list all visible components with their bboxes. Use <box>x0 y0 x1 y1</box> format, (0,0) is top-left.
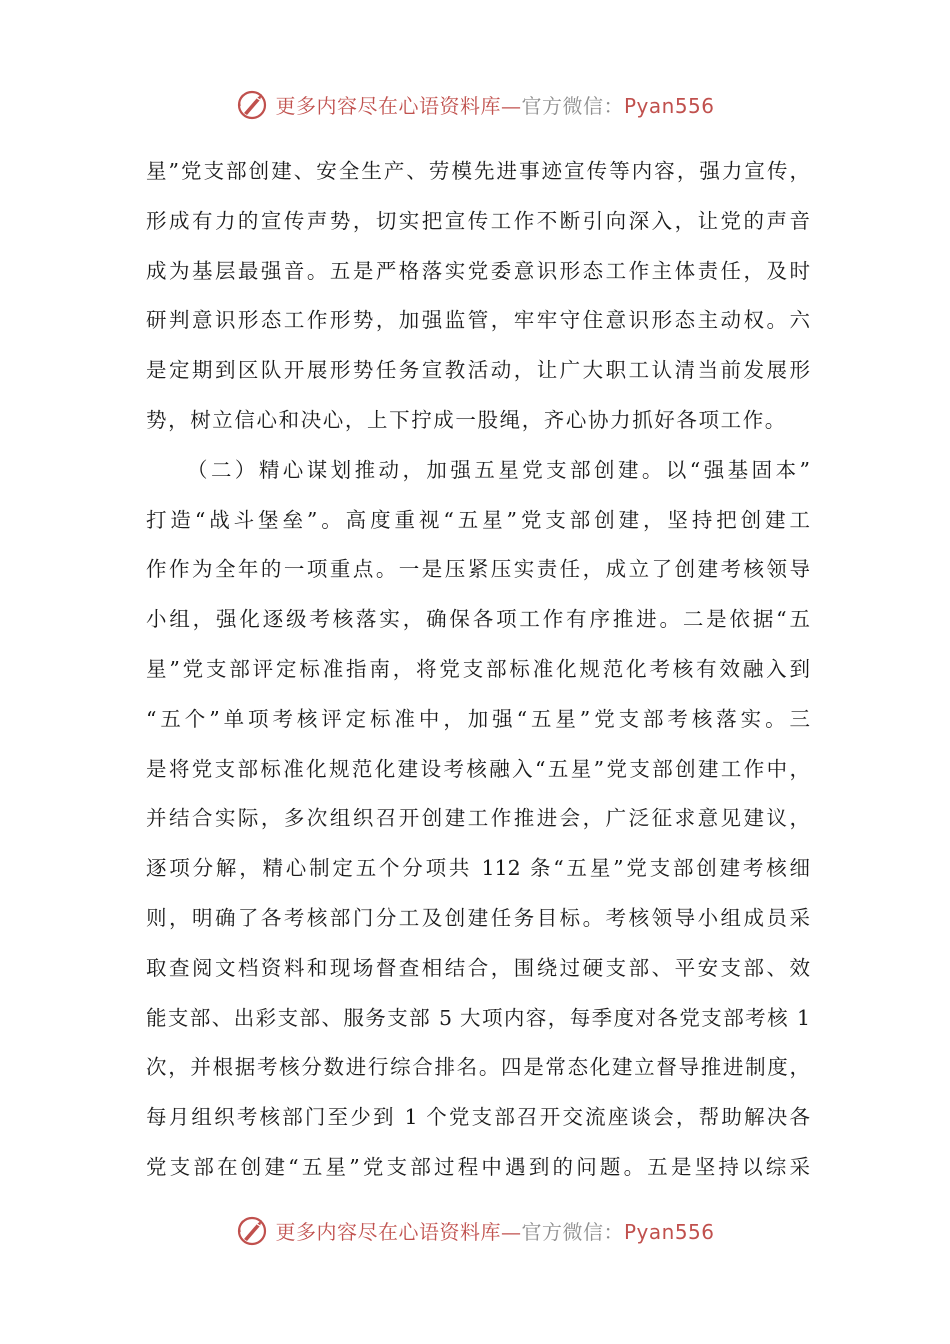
header-banner-dash: — <box>500 93 522 118</box>
body-line-4: 研判意识形态工作形势，加强监管，牢牢守住意识形态主动权。六 <box>146 308 810 333</box>
header-banner-wechat-label: 官方微信： <box>521 93 624 118</box>
body-line-16: 则，明确了各考核部门分工及创建任务目标。考核领导小组成员采 <box>146 905 810 930</box>
body-line-14: 并结合实际，多次组织召开创建工作推进会，广泛征求意见建议， <box>146 806 810 831</box>
body-line-20: 每月组织考核部门至少到 1 个党支部召开交流座谈会，帮助解决各 <box>146 1105 810 1130</box>
footer-banner-dash: — <box>500 1219 522 1244</box>
body-line-6: 势，树立信心和决心，上下拧成一股绳，齐心协力抓好各项工作。 <box>146 407 787 432</box>
body-line-9: 作作为全年的一项重点。一是压紧压实责任，成立了创建考核领导 <box>146 557 810 582</box>
body-line-15: 逐项分解，精心制定五个分项共 112 条“五星”党支部创建考核细 <box>146 856 810 881</box>
body-line-8: 打造“战斗堡垒”。高度重视“五星”党支部创建，坚持把创建工 <box>146 507 810 532</box>
pen-nib-logo-icon <box>235 86 271 122</box>
footer-banner-wechat-id: Pyan556 <box>623 1219 715 1244</box>
body-line-10: 小组，强化逐级考核落实，确保各项工作有序推进。二是依据“五 <box>146 607 810 632</box>
body-line-19: 次，并根据考核分数进行综合排名。四是常态化建立督导推进制度， <box>146 1055 810 1080</box>
body-line-18: 能支部、出彩支部、服务支部 5 大项内容，每季度对各党支部考核 1 <box>146 1005 810 1030</box>
header-banner-title: 更多内容尽在心语资料库 <box>275 93 501 118</box>
footer-banner-wechat-label: 官方微信： <box>521 1219 624 1244</box>
body-line-5: 是定期到区队开展形势任务宣教活动，让广大职工认清当前发展形 <box>146 358 810 383</box>
header-banner-text <box>275 90 714 119</box>
pen-nib-logo-icon <box>235 1212 271 1248</box>
body-line-2: 形成有力的宣传声势，切实把宣传工作不断引向深入，让党的声音 <box>146 208 810 233</box>
body-line-12: “五个”单项考核评定标准中，加强“五星”党支部考核落实。三 <box>146 706 810 731</box>
footer-banner-text <box>275 1216 714 1245</box>
body-line-3: 成为基层最强音。五是严格落实党委意识形态工作主体责任，及时 <box>146 258 810 283</box>
body-line-1: 星”党支部创建、安全生产、劳模先进事迹宣传等内容，强力宣传， <box>146 159 810 183</box>
body-line-13: 是将党支部标准化规范化建设考核融入“五星”党支部创建工作中， <box>146 756 810 781</box>
body-line-21: 党支部在创建“五星”党支部过程中遇到的问题。五是坚持以综采 <box>146 1154 810 1179</box>
body-line-11: 星”党支部评定标准指南，将党支部标准化规范化考核有效融入到 <box>146 656 810 681</box>
header-banner-wechat-id: Pyan556 <box>623 93 715 118</box>
header-banner <box>0 82 950 126</box>
body-line-7-paragraph-start: （二）精心谋划推动，加强五星党支部创建。以“强基固本” <box>187 457 810 482</box>
document-body <box>146 147 810 1193</box>
footer-banner <box>0 1208 950 1252</box>
body-line-17: 取查阅文档资料和现场督查相结合，围绕过硬支部、平安支部、效 <box>146 955 810 980</box>
footer-banner-title: 更多内容尽在心语资料库 <box>275 1219 501 1244</box>
